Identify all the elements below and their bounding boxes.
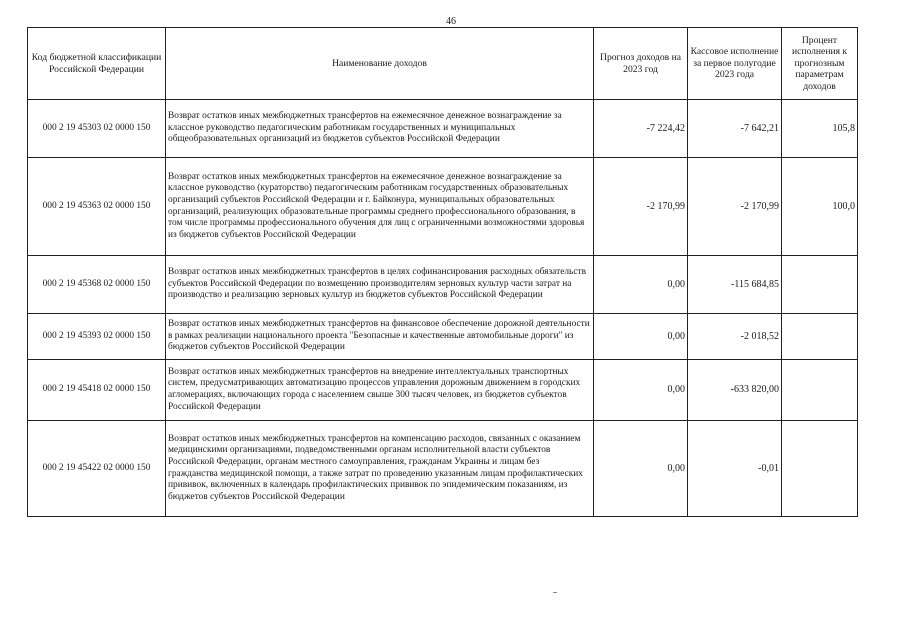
income-table <box>27 27 858 517</box>
row-cash: -2 018,52 <box>688 314 782 360</box>
page-number: 46 <box>446 16 456 27</box>
table-row <box>28 360 858 421</box>
row-forecast: 0,00 <box>594 360 688 421</box>
header-cash-execution: Кассовое исполнение за первое полугодие 2023 года <box>688 28 782 100</box>
row-code: 000 2 19 45368 02 0000 150 <box>28 256 166 314</box>
row-code: 000 2 19 45363 02 0000 150 <box>28 158 166 256</box>
table-row <box>28 314 858 360</box>
header-forecast: Прогноз доходов на 2023 год <box>594 28 688 100</box>
row-forecast: 0,00 <box>594 421 688 517</box>
row-forecast: -7 224,42 <box>594 100 688 158</box>
row-forecast: 0,00 <box>594 314 688 360</box>
row-percent: 100,0 <box>782 158 858 256</box>
table-row <box>28 158 858 256</box>
row-percent: 105,8 <box>782 100 858 158</box>
header-percent: Процент исполнения к прогнозным параметрам доходов <box>782 28 858 100</box>
row-percent <box>782 256 858 314</box>
header-code: Код бюджетной классификации Российской Федерации <box>28 28 166 100</box>
row-forecast: 0,00 <box>594 256 688 314</box>
row-percent <box>782 421 858 517</box>
row-name: Возврат остатков иных межбюджетных трансфертов на ежемесячное денежное вознаграждение за классное руководство педагогическим работникам государственных и муниципальных общеобразовательных организаций из бюджетов субъектов Российской Федерации <box>166 100 594 158</box>
table-row <box>28 421 858 517</box>
table-row <box>28 256 858 314</box>
row-name: Возврат остатков иных межбюджетных трансфертов на ежемесячное денежное вознаграждение за классное руководство (кураторство) педагогическим работникам государственных образовательных организаций субъектов Российской Федерации и г. Байконура, муниципальных образовательных организаций, реализующих образовательные программы среднего профессионального образования, в том числе программы профессионального обучения для лиц с ограниченными возможностями здоровья из бюджетов субъектов Российской Федерации <box>166 158 594 256</box>
row-name: Возврат остатков иных межбюджетных трансфертов на компенсацию расходов, связанных с оказанием медицинскими организациями, подведомственными органам исполнительной власти субъектов Российской Федерации, органам местного самоуправления, гражданам Украины и лицам без гражданства медицинской помощи, а также затрат по проведению указанным лицам профилактических прививок, включенных в календарь профилактических прививок по эпидемическим показаниям, из бюджетов субъектов Российской Федерации <box>166 421 594 517</box>
table-header-row <box>28 28 858 100</box>
header-name: Наименование доходов <box>166 28 594 100</box>
row-cash: -0,01 <box>688 421 782 517</box>
row-name: Возврат остатков иных межбюджетных трансфертов на внедрение интеллектуальных транспортных систем, предусматривающих автоматизацию процессов управления дорожным движением в городских агломерациях, включающих города с населением свыше 300 тысяч человек, из бюджетов субъектов Российской Федерации <box>166 360 594 421</box>
row-cash: -7 642,21 <box>688 100 782 158</box>
row-percent <box>782 314 858 360</box>
row-code: 000 2 19 45422 02 0000 150 <box>28 421 166 517</box>
row-name: Возврат остатков иных межбюджетных трансфертов на финансовое обеспечение дорожной деятельности в рамках реализации национального проекта "Безопасные и качественные автомобильные дороги" из бюджетов субъектов Российской Федерации <box>166 314 594 360</box>
row-code: 000 2 19 45418 02 0000 150 <box>28 360 166 421</box>
row-forecast: -2 170,99 <box>594 158 688 256</box>
row-cash: -633 820,00 <box>688 360 782 421</box>
row-cash: -2 170,99 <box>688 158 782 256</box>
row-code: 000 2 19 45393 02 0000 150 <box>28 314 166 360</box>
row-name: Возврат остатков иных межбюджетных трансфертов в целях софинансирования расходных обязательств субъектов Российской Федерации по возмещению производителям зерновых культур части затрат на производство и реализацию зерновых культур из бюджетов субъектов Российской Федерации <box>166 256 594 314</box>
scan-speck <box>553 592 557 593</box>
table-row <box>28 100 858 158</box>
row-percent <box>782 360 858 421</box>
row-cash: -115 684,85 <box>688 256 782 314</box>
row-code: 000 2 19 45303 02 0000 150 <box>28 100 166 158</box>
